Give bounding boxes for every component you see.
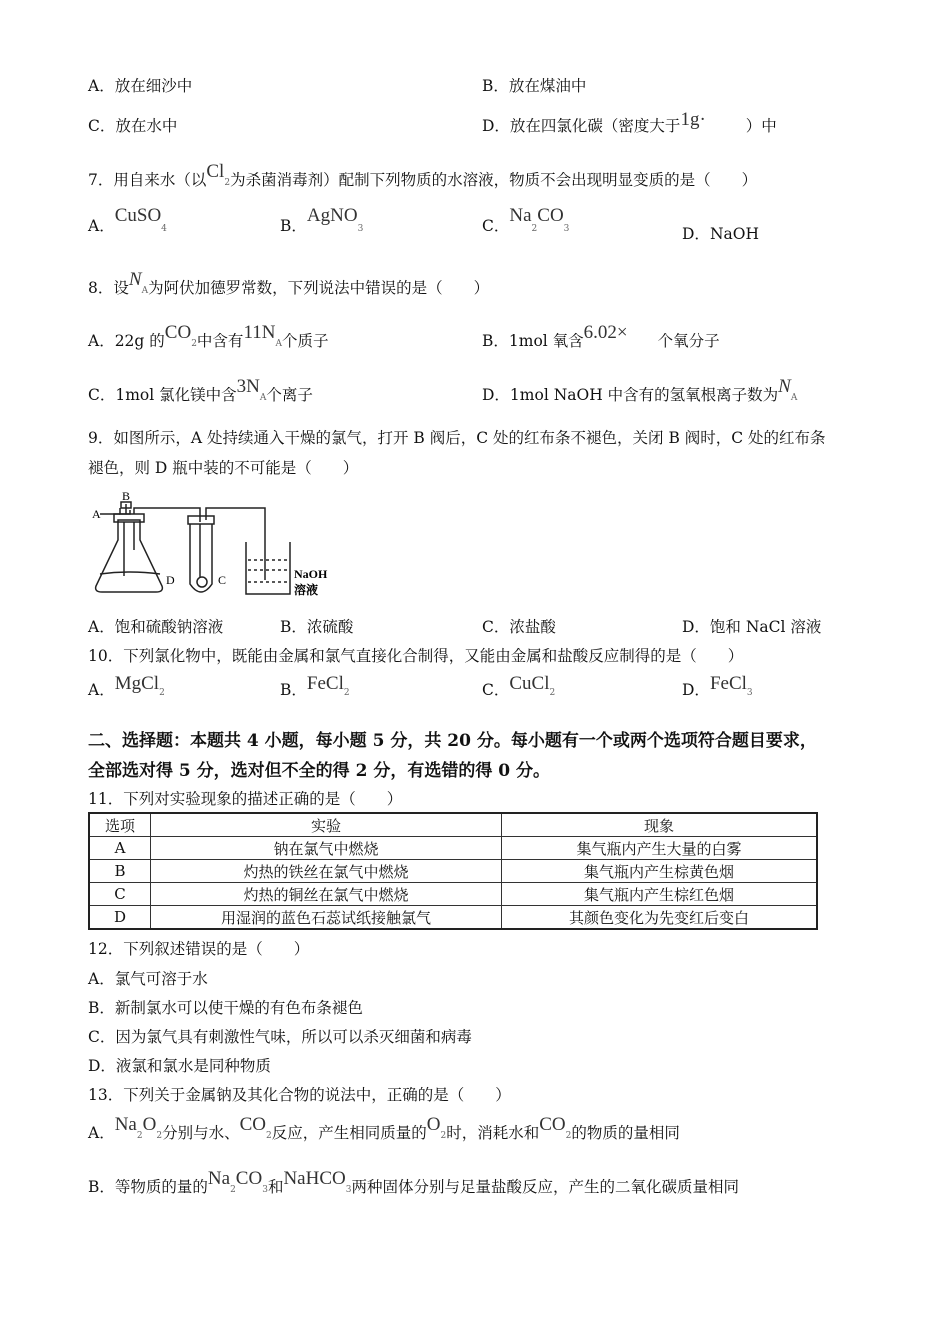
q6-option-a: A．放在细沙中 xyxy=(88,77,193,95)
q8-option-b: B．1mol 氧含6.02× 个氧分子 xyxy=(482,322,720,350)
table-header-row xyxy=(89,813,817,837)
q10-option-a: A．MgCl2 xyxy=(88,673,165,699)
q7-option-b: B．AgNO3 xyxy=(280,205,364,235)
q12-option-c: C．因为氯气具有刺激性气味，所以可以杀灭细菌和病毒 xyxy=(88,1028,472,1046)
table-cell: 集气瓶内产生大量的白雾 xyxy=(502,837,818,860)
fig-label-c: C xyxy=(218,573,227,587)
q11-stem: 11．下列对实验现象的描述正确的是（ ） xyxy=(88,790,403,808)
table-row xyxy=(89,883,817,906)
q8-option-c: C．1mol 氯化镁中含3NA个离子 xyxy=(88,376,313,404)
q13-option-b: B．等物质的量的Na2CO3和NaHCO3两种固体分别与足量盐酸反应，产生的二氧化碳质量相同 xyxy=(88,1168,739,1196)
section2-heading-line2: 全部选对得 5 分，选对但不全的得 2 分，有选错的得 0 分。 xyxy=(88,761,550,781)
q10-option-d: D．FeCl3 xyxy=(682,673,753,699)
q10-stem: 10．下列氯化物中，既能由金属和氯气直接化合制得，又能由金属和盐酸反应制得的是（ ） xyxy=(88,647,744,665)
q10-option-c: C．CuCl2 xyxy=(482,673,556,699)
q9-option-c: C．浓盐酸 xyxy=(482,618,556,636)
q8-option-a: A．22g 的CO2中含有11NA个质子 xyxy=(88,322,329,350)
fig-label-b: B xyxy=(122,490,131,503)
table-cell: A xyxy=(89,837,151,860)
fig-label-d: D xyxy=(166,573,175,587)
table-row xyxy=(89,906,817,930)
table-row xyxy=(89,860,817,883)
table-header: 实验 xyxy=(151,813,502,837)
q6-option-d: D．放在四氯化碳（密度大于1g· ）中 xyxy=(482,109,777,135)
q8-option-d: D．1mol NaOH 中含有的氢氧根离子数为NA xyxy=(482,376,798,404)
table-cell: 集气瓶内产生棕黄色烟 xyxy=(502,860,818,883)
q12-option-b: B．新制氯水可以使干燥的有色布条褪色 xyxy=(88,999,363,1017)
table-cell: D xyxy=(89,906,151,930)
table-cell: C xyxy=(89,883,151,906)
table-header: 选项 xyxy=(89,813,151,837)
table-cell: 集气瓶内产生棕红色烟 xyxy=(502,883,818,906)
q12-option-d: D．液氯和氯水是同种物质 xyxy=(88,1057,271,1075)
table-cell: B xyxy=(89,860,151,883)
q9-stem-line2: 褪色，则 D 瓶中装的不可能是（ ） xyxy=(88,459,359,477)
q7-option-a: A．CuSO4 xyxy=(88,205,167,235)
q9-stem-line1: 9．如图所示，A 处持续通入干燥的氯气，打开 B 阀后，C 处的红布条不褪色，关闭 B 阀时，C 处的红布条 xyxy=(88,429,826,447)
q7-option-c: C．Na2CO3 xyxy=(482,205,570,235)
fig-label-naoh: NaOH xyxy=(294,567,328,581)
q10-option-b: B．FeCl2 xyxy=(280,673,350,699)
q13-stem: 13．下列关于金属钠及其化合物的说法中，正确的是（ ） xyxy=(88,1086,511,1104)
q9-option-b: B．浓硫酸 xyxy=(280,618,354,636)
table-header: 现象 xyxy=(502,813,818,837)
q9-option-d: D．饱和 NaCl 溶液 xyxy=(682,618,822,636)
q7-stem: 7．用自来水（以Cl2为杀菌消毒剂）配制下列物质的水溶液，物质不会出现明显变质的是（ ） xyxy=(88,161,758,189)
table-cell: 钠在氯气中燃烧 xyxy=(151,837,502,860)
table-cell: 其颜色变化为先变红后变白 xyxy=(502,906,818,930)
fig-label-solution: 溶液 xyxy=(294,583,319,597)
q9-option-a: A．饱和硫酸钠溶液 xyxy=(88,618,224,636)
fig-label-a: A xyxy=(92,507,101,521)
table-cell: 灼热的铁丝在氯气中燃烧 xyxy=(151,860,502,883)
q6-option-c: C．放在水中 xyxy=(88,117,178,135)
table-cell: 灼热的铜丝在氯气中燃烧 xyxy=(151,883,502,906)
table-cell: 用湿润的蓝色石蕊试纸接触氯气 xyxy=(151,906,502,930)
q13-option-a: A．Na2O2分别与水、CO2反应，产生相同质量的O2时，消耗水和CO2的物质的量相同 xyxy=(88,1114,680,1142)
q8-stem: 8．设NA为阿伏加德罗常数，下列说法中错误的是（ ） xyxy=(88,269,490,297)
apparatus-figure xyxy=(90,490,350,602)
q12-option-a: A．氯气可溶于水 xyxy=(88,970,208,988)
section2-heading-line1: 二、选择题：本题共 4 小题，每小题 5 分，共 20 分。每小题有一个或两个选项符合题目要求， xyxy=(88,731,817,751)
q6-option-b: B．放在煤油中 xyxy=(482,77,587,95)
table-row xyxy=(89,837,817,860)
q12-stem: 12．下列叙述错误的是（ ） xyxy=(88,940,310,958)
q7-option-d: D．NaOH xyxy=(682,225,759,243)
q11-table xyxy=(88,812,818,930)
